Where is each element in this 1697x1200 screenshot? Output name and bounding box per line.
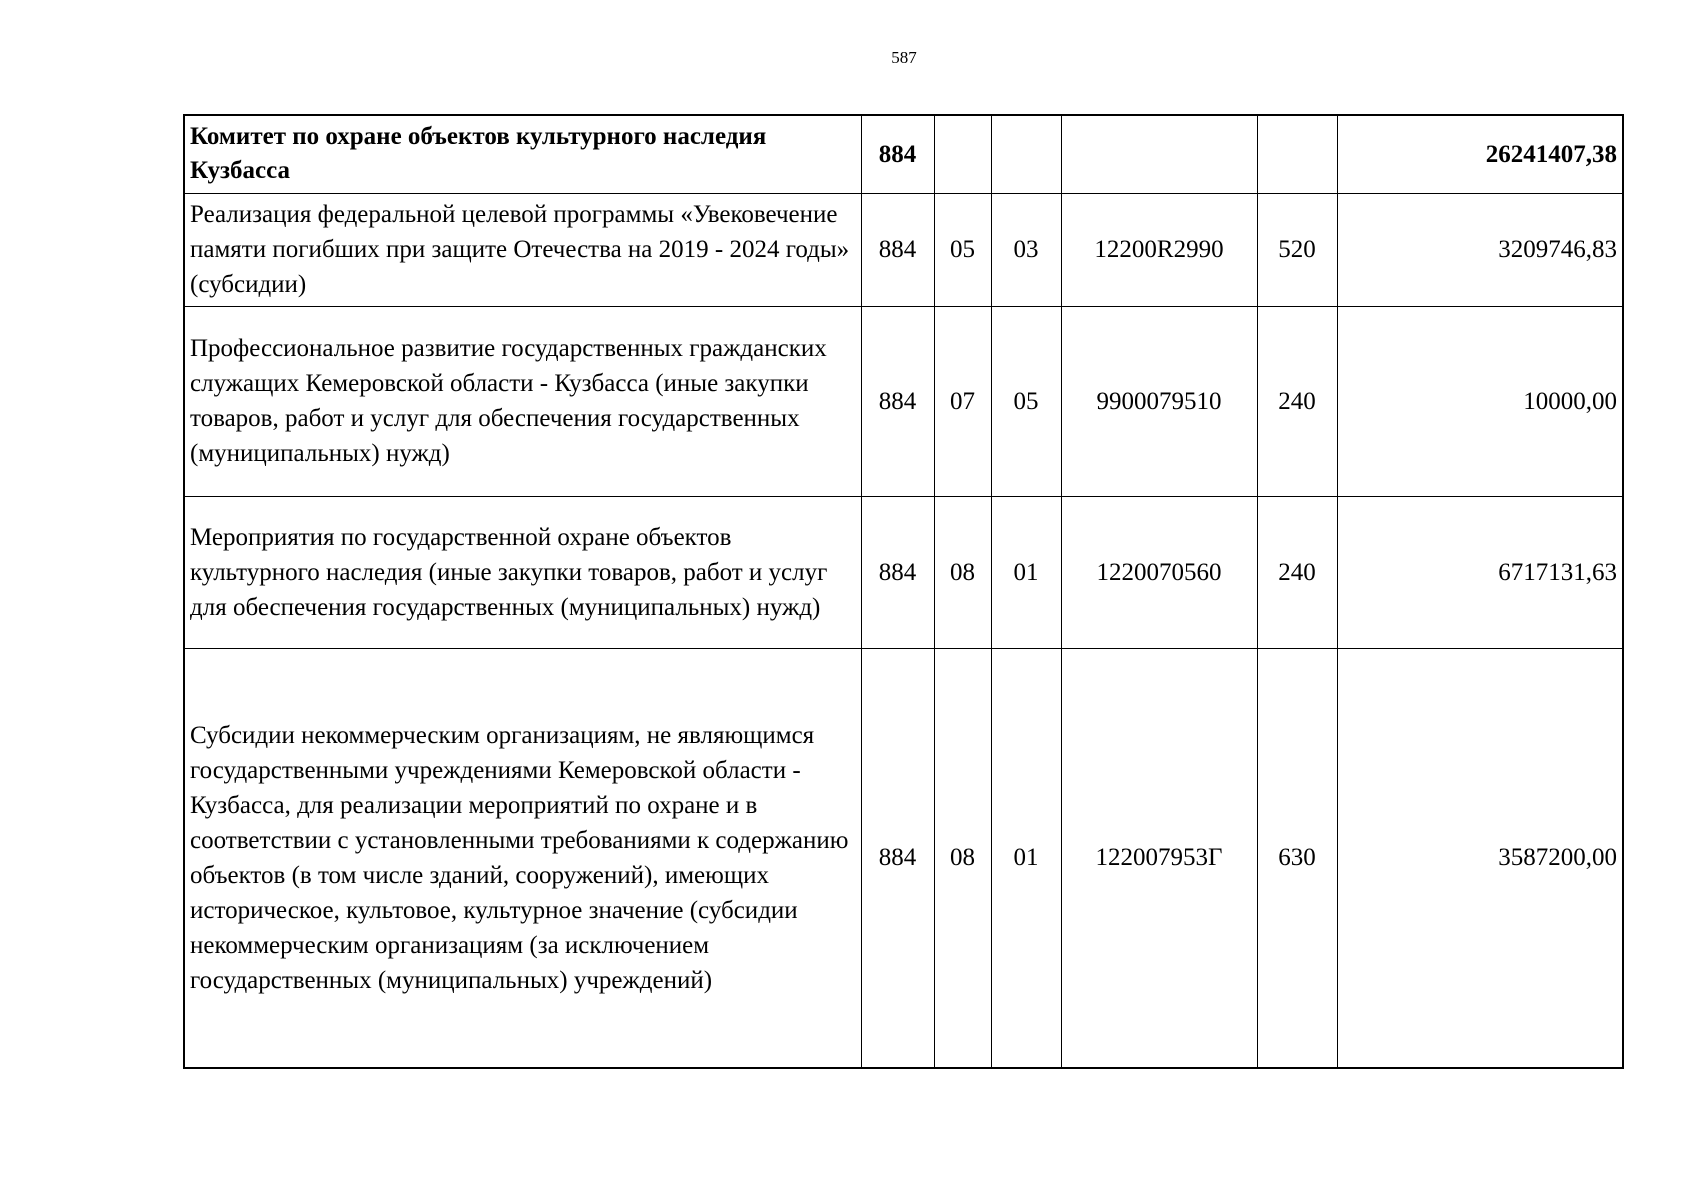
amount: 6717131,63 [1337, 496, 1623, 648]
amount: 3209746,83 [1337, 193, 1623, 306]
table-row [184, 306, 1623, 496]
subsection-code: 01 [991, 648, 1061, 1068]
expense-type-code: 520 [1257, 193, 1337, 306]
row-description: Профессиональное развитие государственных гражданских служащих Кемеровской области - Кузбасса (иные закупки товаров, работ и услуг для обеспечения государственных (муниципальных) нужд) [184, 306, 861, 496]
table-row [184, 193, 1623, 306]
expense-type-code: 630 [1257, 648, 1337, 1068]
expense-type-code: 240 [1257, 306, 1337, 496]
section-code: 08 [934, 496, 991, 648]
target-article-code: 12200R2990 [1061, 193, 1257, 306]
target-article-code [1061, 115, 1257, 193]
ministry-code: 884 [861, 648, 934, 1068]
expense-type-code [1257, 115, 1337, 193]
section-code: 08 [934, 648, 991, 1068]
subsection-code: 03 [991, 193, 1061, 306]
amount: 3587200,00 [1337, 648, 1623, 1068]
target-article-code: 122007953Г [1061, 648, 1257, 1068]
table-row-department-total [184, 115, 1623, 193]
subsection-code: 05 [991, 306, 1061, 496]
table-row [184, 648, 1623, 1068]
ministry-code: 884 [861, 115, 934, 193]
row-description: Субсидии некоммерческим организациям, не являющимся государственными учреждениями Кемеровской области - Кузбасса, для реализации мероприятий по охране и в соответствии с установленными требованиями к содержанию объектов (в том числе зданий, сооружений), имеющих историческое, культовое, культурное значение (субсидии некоммерческим организациям (за исключением государственных (муниципальных) учреждений) [184, 648, 861, 1068]
expense-type-code: 240 [1257, 496, 1337, 648]
ministry-code: 884 [861, 193, 934, 306]
subsection-code: 01 [991, 496, 1061, 648]
row-description: Мероприятия по государственной охране объектов культурного наследия (иные закупки товаров, работ и услуг для обеспечения государственных (муниципальных) нужд) [184, 496, 861, 648]
row-description: Комитет по охране объектов культурного наследия Кузбасса [184, 115, 861, 193]
section-code [934, 115, 991, 193]
subsection-code [991, 115, 1061, 193]
section-code: 05 [934, 193, 991, 306]
section-code: 07 [934, 306, 991, 496]
amount: 26241407,38 [1337, 115, 1623, 193]
page-number: 587 [891, 48, 917, 67]
ministry-code: 884 [861, 496, 934, 648]
row-description: Реализация федеральной целевой программы «Увековечение памяти погибших при защите Отечества на 2019 - 2024 годы» (субсидии) [184, 193, 861, 306]
amount: 10000,00 [1337, 306, 1623, 496]
target-article-code: 9900079510 [1061, 306, 1257, 496]
ministry-code: 884 [861, 306, 934, 496]
table-row [184, 496, 1623, 648]
budget-table [183, 114, 1624, 1069]
target-article-code: 1220070560 [1061, 496, 1257, 648]
